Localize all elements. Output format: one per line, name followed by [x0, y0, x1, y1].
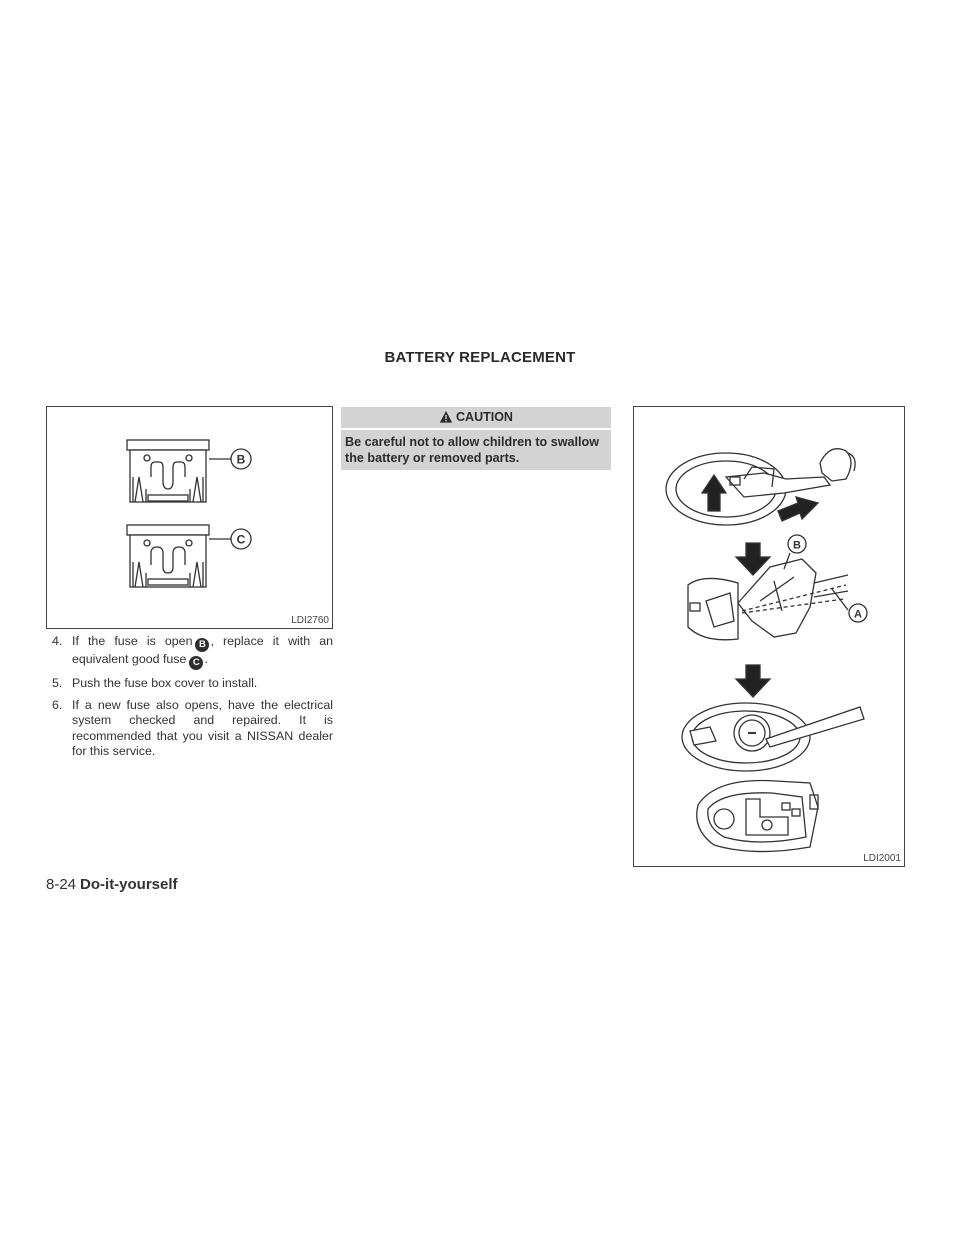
step-number: 6.	[52, 697, 63, 712]
callout-c-icon: C	[189, 656, 203, 670]
caution-header	[341, 407, 611, 428]
fuse-steps	[46, 634, 333, 766]
fuse-illustration	[46, 406, 333, 629]
warning-icon	[439, 410, 453, 424]
footer-section: Do-it-yourself	[80, 876, 178, 893]
step-number: 4.	[52, 634, 63, 648]
step-text: If a new fuse also opens, have the electrical system checked and repaired. It is recommended that you visit a NISSAN dealer for this service.	[72, 697, 333, 758]
battery-drawing	[634, 407, 904, 866]
section-title: BATTERY REPLACEMENT	[384, 349, 576, 366]
fuse-label-c: C	[236, 532, 246, 547]
page-footer	[46, 876, 178, 893]
battery-label-a: A	[854, 608, 862, 621]
step-text: If the fuse is open	[72, 634, 193, 648]
step-item	[46, 676, 333, 692]
step-number: 5.	[52, 676, 63, 690]
step-text: , replace it with an equivalent good fuse	[72, 634, 333, 666]
page-number: 8-24	[46, 876, 77, 893]
caution-text: Be careful not to allow children to swallow the battery or removed parts.	[341, 430, 611, 470]
battery-replacement-illustration	[633, 406, 905, 867]
fuse-drawing	[47, 407, 332, 628]
step-text: .	[204, 652, 208, 666]
step-text: Push the fuse box cover to install.	[72, 676, 258, 690]
caution-title: CAUTION	[456, 410, 513, 424]
figure-id: LDI2001	[863, 853, 901, 864]
battery-label-b: B	[793, 539, 801, 552]
fuse-label-b: B	[236, 452, 246, 467]
step-item	[46, 634, 333, 670]
figure-id: LDI2760	[291, 615, 329, 626]
callout-b-icon: B	[195, 638, 209, 652]
step-item	[46, 698, 333, 760]
